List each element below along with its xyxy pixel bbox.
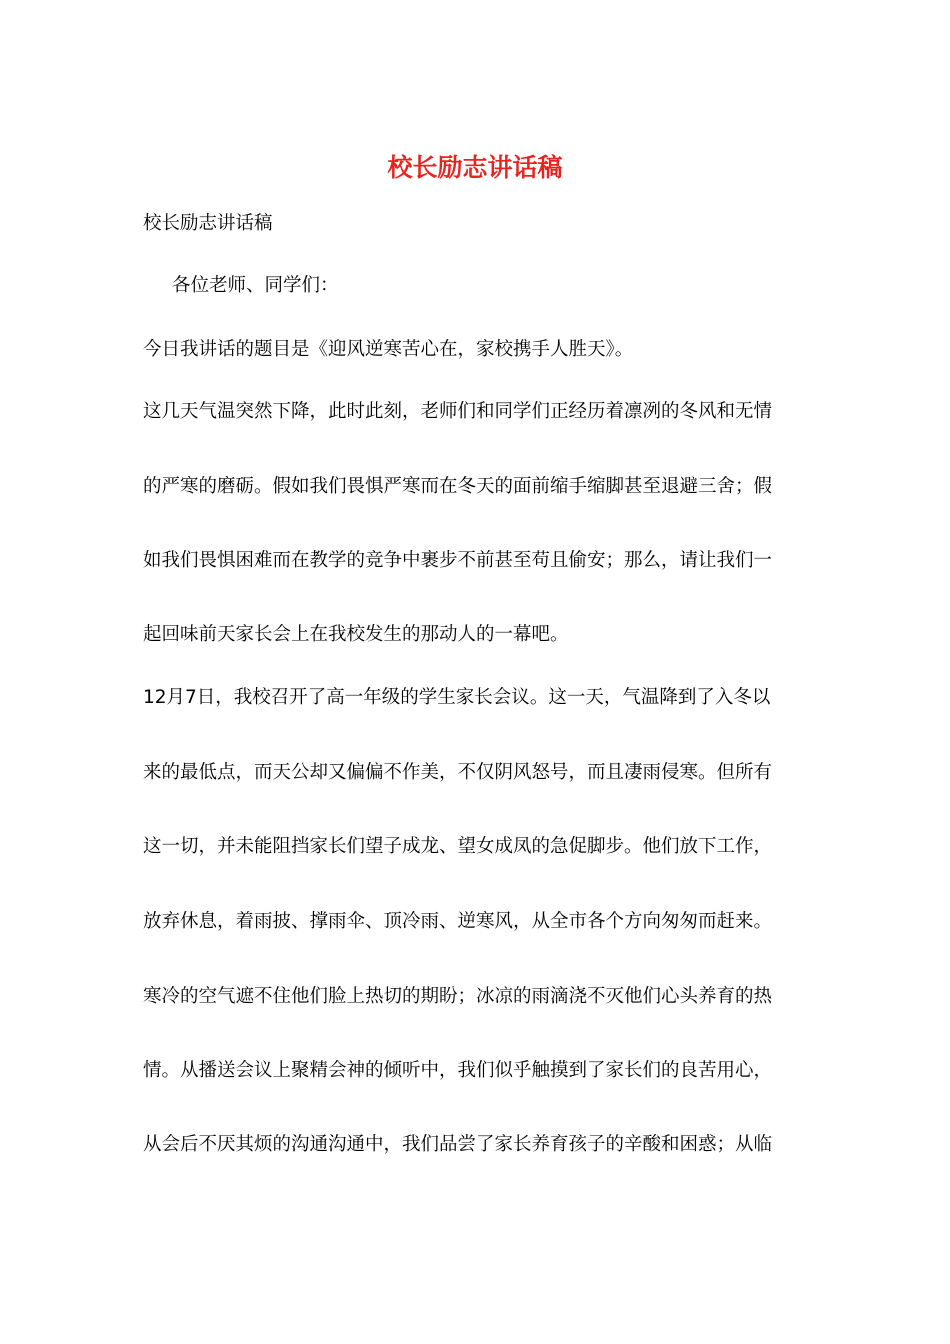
paragraph-line: 的严寒的磨砺。假如我们畏惧严寒而在冬天的面前缩手缩脚甚至退避三舍；假 xyxy=(143,476,773,497)
paragraph-line: 今日我讲话的题目是《迎风逆寒苦心在，家校携手人胜天》。 xyxy=(143,339,634,360)
paragraph-line: 情。从播送会议上聚精会神的倾听中，我们似乎触摸到了家长们的良苦用心， xyxy=(143,1060,773,1081)
paragraph-line: 放弃休息，着雨披、撑雨伞、顶冷雨、逆寒风，从全市各个方向匆匆而赶来。 xyxy=(143,911,773,932)
paragraph-line: 来的最低点，而天公却又偏偏不作美，不仅阴风怒号，而且凄雨侵寒。但所有 xyxy=(143,762,773,783)
paragraph-line: 这几天气温突然下降，此时此刻，老师们和同学们正经历着凛冽的冬风和无情 xyxy=(143,401,773,422)
paragraph-line: 这一切，并未能阻挡家长们望子成龙、望女成凤的急促脚步。他们放下工作， xyxy=(143,836,773,857)
paragraph-line: 12月7日，我校召开了高一年级的学生家长会议。这一天，气温降到了入冬以 xyxy=(143,687,771,708)
paragraph-line: 如我们畏惧困难而在教学的竞争中裹步不前甚至苟且偷安；那么，请让我们一 xyxy=(143,550,773,571)
document-subtitle: 校长励志讲话稿 xyxy=(143,213,273,234)
paragraph-line: 寒冷的空气遮不住他们脸上热切的期盼；冰凉的雨滴浇不灭他们心头养育的热 xyxy=(143,986,773,1007)
salutation: 各位老师、同学们： xyxy=(172,275,339,296)
paragraph-line: 起回味前天家长会上在我校发生的那动人的一幕吧。 xyxy=(143,624,569,645)
document-title: 校长励志讲话稿 xyxy=(387,153,563,182)
paragraph-line: 从会后不厌其烦的沟通沟通中，我们品尝了家长养育孩子的辛酸和困惑；从临 xyxy=(143,1134,773,1155)
